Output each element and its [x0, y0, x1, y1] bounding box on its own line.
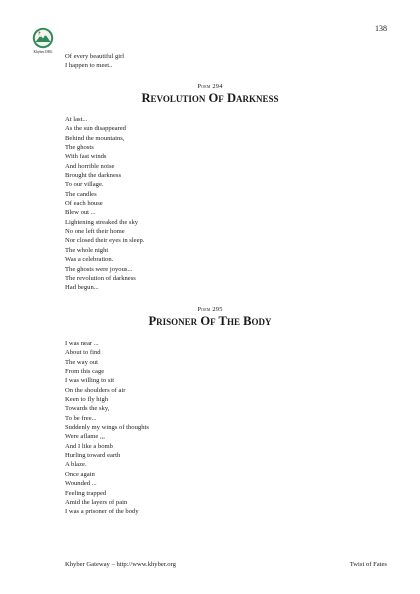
poem-line: I was near ... — [65, 340, 99, 347]
poem-number: Poem 295 — [197, 306, 223, 313]
poem-line: Blew out ... — [65, 209, 96, 217]
poem-line: Brought the darkness — [65, 172, 122, 180]
poem-line: Wounded ... — [65, 480, 97, 488]
poem-line: With fast winds — [65, 153, 107, 161]
poem-line: Of every beautiful girl — [65, 53, 125, 60]
poem-title: Revolution Of Darkness — [141, 91, 279, 105]
poem-line: On the shoulders of air — [65, 386, 126, 394]
poem-line: Suddenly my wings of thoughts — [65, 424, 149, 432]
continued-poem-lines — [65, 52, 124, 71]
footer-source: Khyber Gateway – http://www.khyber.org — [65, 561, 176, 568]
poem-line: The candles — [65, 190, 97, 198]
poem-line: Were aflame ,,, — [65, 433, 105, 441]
poem-line: Feeling trapped — [65, 489, 107, 497]
poem-line: The ghosts — [65, 144, 94, 152]
poem-line: About to find — [65, 349, 101, 357]
logo-text: Khyber.ORG — [33, 50, 53, 54]
poem-line: I was a prisoner of the body — [65, 508, 139, 516]
page-number: 138 — [375, 24, 387, 33]
poem-295-header — [0, 306, 420, 329]
poem-line: Nor closed their eyes in sleep. — [65, 237, 145, 245]
poem-number: Poem 294 — [197, 83, 223, 90]
poem-line: And horrible noise — [65, 162, 115, 170]
poem-line: Keen to fly high — [65, 396, 109, 404]
footer-book-title: Twist of Fates — [349, 561, 387, 568]
poem-line: And I like a bomb — [65, 442, 113, 450]
poem-line: A blaze. — [65, 461, 87, 469]
mountain-logo-icon — [32, 27, 54, 49]
poem-line: No one left their home — [65, 228, 125, 236]
poem-line: Hurling toward earth — [65, 452, 121, 460]
poem-title: Prisoner Of The Body — [148, 314, 272, 328]
poem-line: At last... — [65, 116, 88, 123]
poem-line: Was a celebration. — [65, 256, 114, 264]
poem-line: The ghosts were joyous... — [65, 265, 133, 273]
poem-line: Of each house — [65, 200, 103, 208]
poem-line: The whole night — [65, 246, 109, 254]
poem-295-body — [65, 339, 149, 517]
poem-line: Had begun... — [65, 284, 99, 292]
poem-line: The revolution of darkness — [65, 274, 136, 282]
poem-294-body — [65, 115, 144, 293]
poem-line: To be free... — [65, 414, 97, 422]
poem-line: From this cage — [65, 368, 105, 376]
poem-line: The way out — [65, 358, 98, 366]
poem-line: Lightening streaked the sky — [65, 218, 139, 226]
poem-line: Towards the sky, — [65, 405, 110, 413]
poem-line: Behind the mountains, — [65, 134, 125, 142]
khyber-logo — [28, 27, 58, 54]
poem-line: I happen to meet.. — [65, 62, 113, 70]
poem-line: Amid the layers of pain — [65, 498, 128, 506]
poem-line: I was willing to sit — [65, 377, 115, 385]
poem-line: Once again — [65, 470, 95, 478]
poem-line: To our village. — [65, 181, 104, 189]
poem-line: As the sun disappeared — [65, 125, 126, 133]
poem-294-header — [0, 83, 420, 106]
